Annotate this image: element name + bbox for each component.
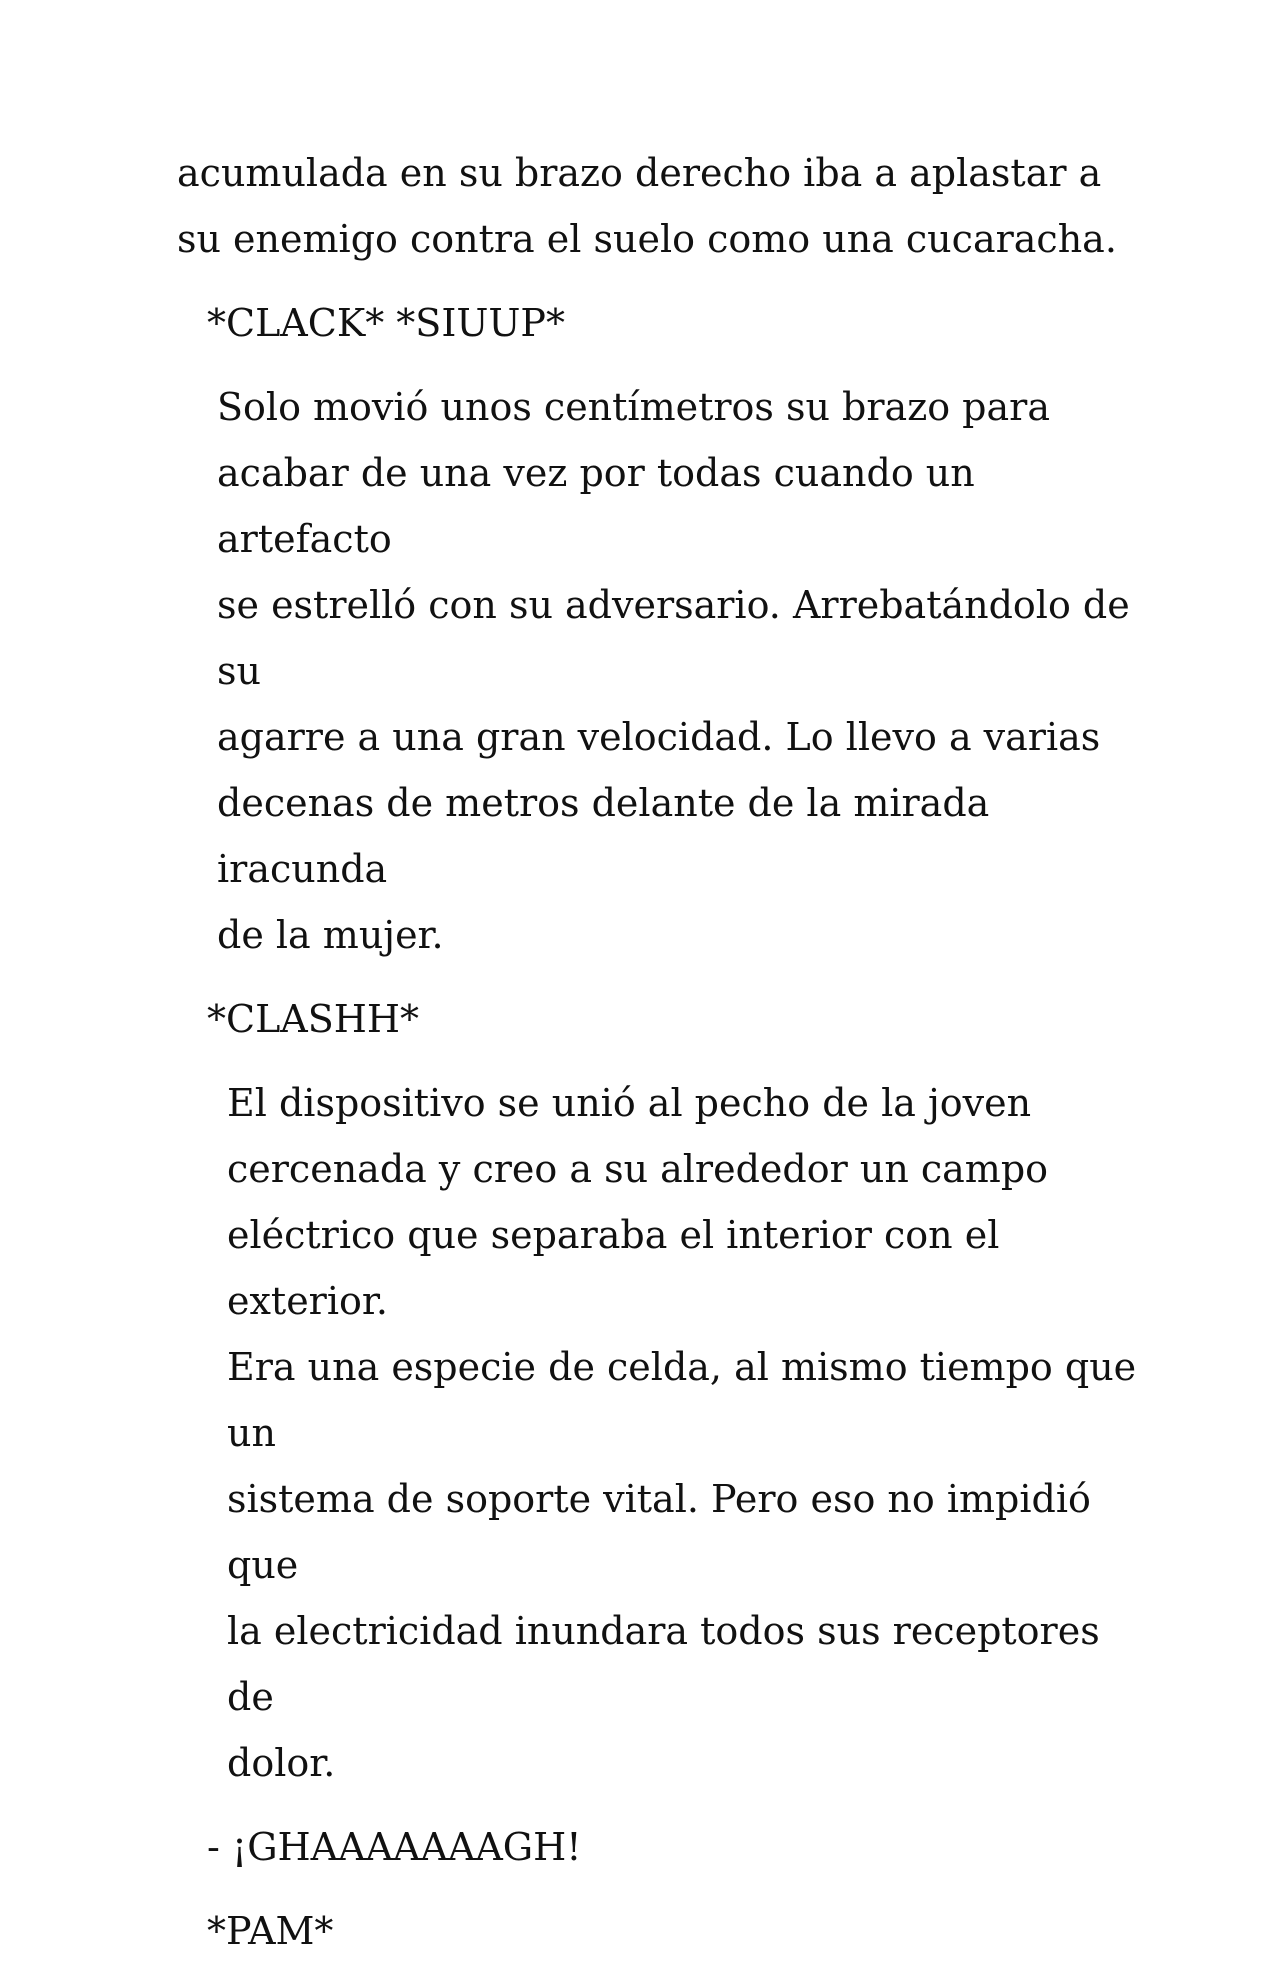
dialogue-scream: - ¡GHAAAAAAAGH!	[207, 1825, 582, 1869]
paragraph-continuation: acumulada en su brazo derecho iba a aplastar a su enemigo contra el suelo como una cucaracha.	[177, 151, 1117, 261]
sound-effect-pam: *PAM*	[207, 1909, 334, 1953]
paragraph-device: El dispositivo se unió al pecho de la joven cercenada y creo a su alrededor un campo eléctrico que separaba el interior con el exterior. Era una especie de celda, al mismo tiempo que un sistema de soporte vital. Pero eso no impidió que la electricidad inundara todos sus receptores de dolor.	[227, 1081, 1137, 1785]
body-text	[177, 140, 1137, 1964]
sound-effect-clack-siuup: *CLACK* *SIUUP*	[207, 301, 565, 345]
sound-effect-clashh: *CLASHH*	[207, 997, 420, 1041]
paragraph-artefact: Solo movió unos centímetros su brazo para acabar de una vez por todas cuando un artefacto se estrelló con su adversario. Arrebatándolo de su agarre a una gran velocidad. Lo llevo a varias decenas de metros delante de la mirada iracunda de la mujer.	[217, 385, 1130, 957]
